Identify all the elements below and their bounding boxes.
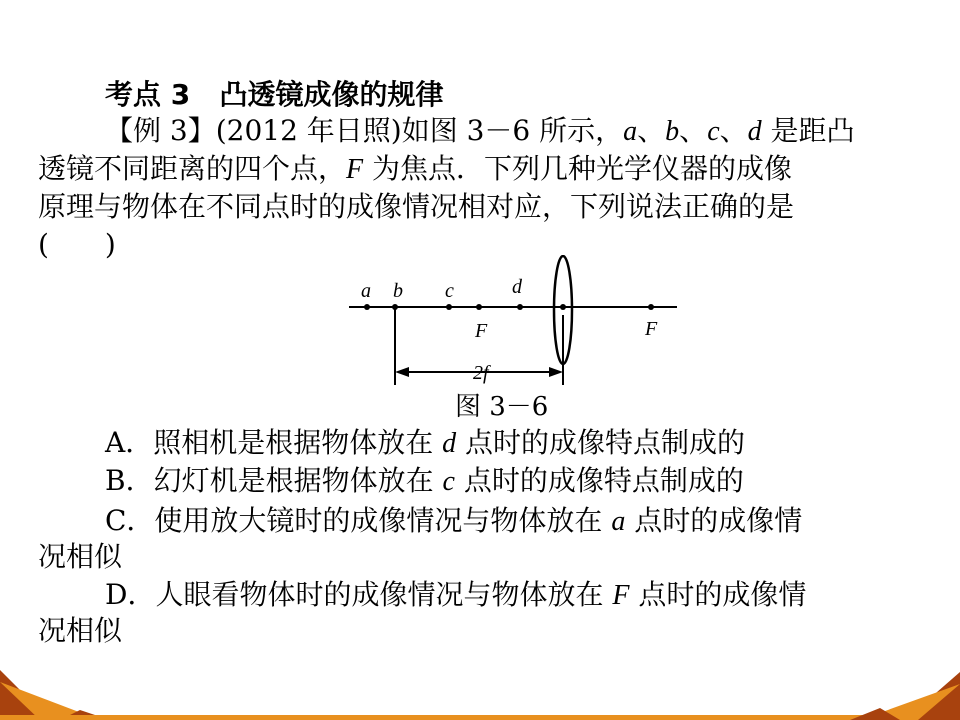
- label-f-left: F: [475, 320, 488, 342]
- heading-prefix: 考点 3: [105, 78, 191, 111]
- option-a-post: 点时的成像特点制成的: [456, 426, 746, 459]
- label-a: a: [361, 280, 371, 302]
- option-d-continuation: 况相似: [38, 614, 123, 647]
- option-a-pre: A．照相机是根据物体放在: [105, 426, 443, 459]
- label-f-right: F: [645, 318, 658, 340]
- var-b: b: [665, 116, 680, 147]
- option-d-post: 点时的成像情: [629, 578, 807, 611]
- label-d: d: [512, 276, 522, 298]
- option-d-pre: D．人眼看物体时的成像情况与物体放在: [105, 578, 613, 611]
- point-a: [364, 304, 370, 310]
- sep-1: 、: [637, 114, 666, 147]
- footer-bar: [0, 715, 960, 720]
- var-F: F: [346, 154, 364, 185]
- point-f-left: [476, 304, 482, 310]
- question-line-3: 原理与物体在不同点时的成像情况相对应，下列说法正确的是: [38, 190, 795, 223]
- point-c: [446, 304, 452, 310]
- option-b-post: 点时的成像特点制成的: [454, 464, 744, 497]
- answer-blank: ( ): [38, 228, 116, 261]
- option-c-continuation: 况相似: [38, 540, 123, 573]
- section-heading: [105, 78, 960, 112]
- option-c-var: a: [611, 506, 626, 537]
- arrow-right: [549, 367, 563, 377]
- lens-center: [560, 304, 566, 310]
- var-c: c: [707, 116, 720, 147]
- point-f-right: [648, 304, 654, 310]
- option-c-pre: C．使用放大镜时的成像情况与物体放在: [105, 504, 612, 537]
- option-a-var: d: [442, 428, 457, 459]
- line1-tail: 是距凸: [761, 114, 855, 147]
- line2-tail: 为焦点．下列几种光学仪器的成像: [363, 152, 793, 185]
- label-b: b: [393, 280, 403, 302]
- arrow-left: [395, 367, 409, 377]
- option-d-var: F: [612, 580, 630, 611]
- option-c: [105, 504, 960, 539]
- question-tag: 【例 3】(2012 年日照)如图 3－6 所示，: [105, 114, 624, 147]
- option-a: [105, 426, 960, 461]
- footer-decoration: [0, 660, 960, 720]
- lens-diagram: [345, 255, 685, 395]
- heading-title: 凸透镜成像的规律: [219, 78, 444, 111]
- question-line-2: [38, 152, 938, 187]
- label-c: c: [445, 280, 454, 302]
- option-b: [105, 464, 960, 499]
- point-d: [517, 304, 523, 310]
- var-a: a: [623, 116, 638, 147]
- var-d: d: [747, 116, 762, 147]
- label-2f: 2f: [473, 362, 489, 384]
- option-c-post: 点时的成像情: [625, 504, 803, 537]
- option-b-pre: B．幻灯机是根据物体放在: [105, 464, 443, 497]
- sep-2: 、: [679, 114, 708, 147]
- question-line-1: [105, 114, 960, 149]
- option-b-var: c: [442, 466, 455, 497]
- option-d: [105, 578, 960, 613]
- sep-3: 、: [719, 114, 748, 147]
- figure-caption: 图 3－6: [455, 392, 549, 422]
- line2-pre: 透镜不同距离的四个点，: [38, 152, 347, 185]
